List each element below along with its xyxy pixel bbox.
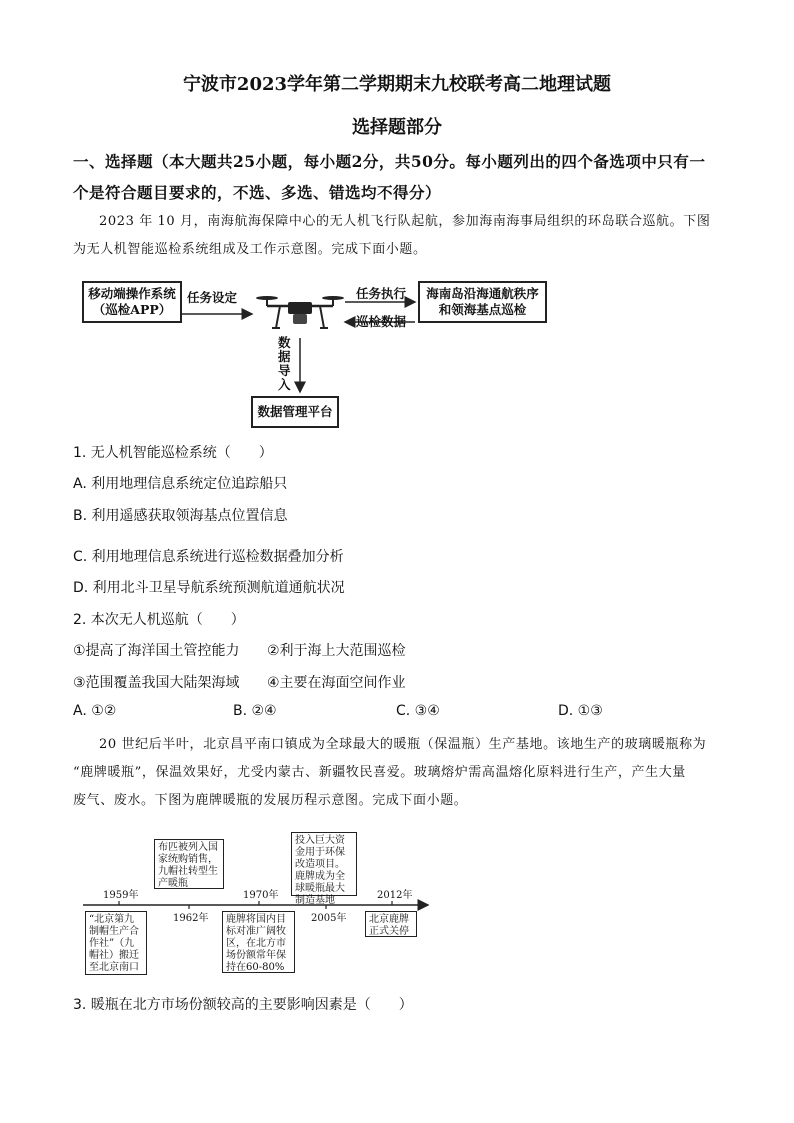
- question-3-stem: 3. 暖瓶在北方市场份额较高的主要影响因素是（ ）: [73, 997, 413, 1013]
- question-2-option-b: B. ②④: [233, 703, 277, 719]
- event-1970-box: 鹿牌将国内目标对准广阔牧区，在北方市场份额常年保持在60-80%: [222, 911, 295, 973]
- task-setting-label: 任务设定: [187, 290, 238, 305]
- patrol-data-label: 巡检数据: [356, 314, 407, 329]
- section-header-line-2: 个是符合题目要求的，不选、多选、错选均不得分）: [73, 183, 442, 202]
- year-1970: 1970年: [243, 890, 279, 901]
- drone-system-diagram: [0, 270, 794, 435]
- year-2005: 2005年: [311, 913, 347, 924]
- deer-brand-timeline: [0, 825, 794, 980]
- question-2-item-1: ①提高了海洋国土管控能力: [73, 643, 240, 659]
- year-1959: 1959年: [103, 890, 139, 901]
- question-1-option-a: A. 利用地理信息系统定位追踪船只: [73, 476, 288, 492]
- event-1959-box: “北京第九制帽生产合作社”（九帽社）搬迁至北京南口: [85, 911, 147, 975]
- question-1-stem: 1. 无人机智能巡检系统（ ）: [73, 445, 273, 461]
- event-1962-box: 布匹被列入国家统购销售，九帽社转型生产暖瓶: [154, 839, 224, 889]
- hainan-patrol-label-1: 海南岛沿海通航秩序: [426, 286, 539, 301]
- question-1-option-d: D. 利用北斗卫星导航系统预测航道通航状况: [73, 580, 345, 596]
- question-2-option-c: C. ③④: [396, 703, 440, 719]
- question-2-item-2: ②利于海上大范围巡检: [267, 643, 406, 659]
- data-import-char: 导: [278, 363, 291, 378]
- year-1962: 1962年: [173, 913, 209, 924]
- mobile-os-label-2: （巡检APP）: [92, 302, 172, 317]
- question-1-option-b: B. 利用遥感获取领海基点位置信息: [73, 508, 288, 524]
- question-2-item-4: ④主要在海面空间作业: [267, 675, 406, 691]
- data-import-label: [278, 336, 292, 392]
- passage-1-line-1: 2023 年 10 月，南海航海保障中心的无人机飞行队起航，参加海南海事局组织的环岛联合巡航。下图: [99, 214, 711, 229]
- hainan-patrol-label-2: 和领海基点巡检: [438, 302, 527, 317]
- data-management-platform-box: 数据管理平台: [251, 396, 339, 428]
- event-2012-box: 北京鹿牌正式关停: [365, 911, 417, 937]
- section-header-line-1: 一、选择题（本大题共25小题，每小题2分，共50分。每小题列出的四个备选项中只有一: [73, 152, 706, 171]
- event-2005-box: 投入巨大资金用于环保改造项目。鹿牌成为全球暖瓶最大制造基地: [291, 832, 357, 896]
- year-2012: 2012年: [377, 890, 413, 901]
- drone-icon: [256, 296, 344, 328]
- data-import-char: 数: [278, 335, 291, 350]
- mobile-operating-system-box: [82, 281, 182, 323]
- data-import-char: 入: [278, 377, 291, 392]
- question-1-option-c: C. 利用地理信息系统进行巡检数据叠加分析: [73, 549, 344, 565]
- question-2-item-3: ③范围覆盖我国大陆架海域: [73, 675, 240, 691]
- task-execution-label: 任务执行: [356, 286, 407, 301]
- passage-2-line-2: “鹿牌暖瓶”，保温效果好，尤受内蒙古、新疆牧民喜爱。玻璃熔炉需高温熔化原料进行生产，产生大量: [73, 765, 686, 780]
- passage-1-line-2: 为无人机智能巡检系统组成及工作示意图。完成下面小题。: [73, 242, 427, 257]
- question-2-option-d: D. ①③: [558, 703, 603, 719]
- passage-2-line-3: 废气、废水。下图为鹿牌暖瓶的发展历程示意图。完成下面小题。: [73, 793, 468, 808]
- data-import-char: 据: [278, 349, 291, 364]
- hainan-patrol-box: [418, 281, 547, 323]
- question-2-stem: 2. 本次无人机巡航（ ）: [73, 612, 245, 628]
- passage-2-line-1: 20 世纪后半叶，北京昌平南口镇成为全球最大的暖瓶（保温瓶）生产基地。该地生产的玻璃暖瓶称为: [99, 737, 707, 752]
- mobile-os-label-1: 移动端操作系统: [88, 286, 176, 301]
- page-title: 宁波市2023学年第二学期期末九校联考高二地理试题: [182, 74, 612, 95]
- question-2-option-a: A. ①②: [73, 703, 117, 719]
- page-subtitle: 选择题部分: [352, 117, 442, 138]
